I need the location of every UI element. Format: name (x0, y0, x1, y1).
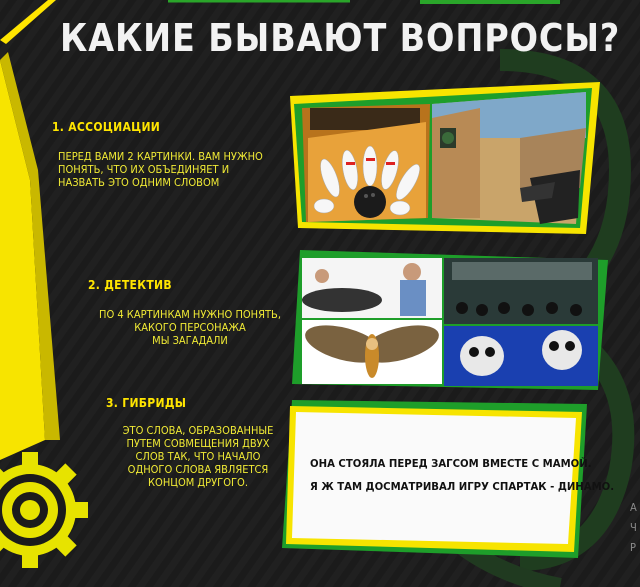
gear-icon (0, 440, 100, 580)
section-title-associations: 1. АССОЦИАЦИИ (52, 120, 161, 134)
people-image (302, 258, 442, 318)
skulls-image (444, 326, 598, 386)
section-title-hybrids: 3. ГИБРИДЫ (106, 396, 187, 410)
section-desc-detective: ПО 4 КАРТИНКАМ НУЖНО ПОНЯТЬ, КАКОГО ПЕРСОНАЖА МЫ ЗАГАДАЛИ (99, 308, 281, 347)
bowling-image (302, 104, 430, 222)
edge-text-1: A (630, 501, 637, 514)
edge-text-2: Ч (630, 521, 637, 534)
game-image (432, 92, 586, 224)
section-desc-hybrids: ЭТО СЛОВА, ОБРАЗОВАННЫЕ ПУТЕМ СОВМЕЩЕНИЯ ДВУХ СЛОВ ТАК, ЧТО НАЧАЛО ОДНОГО СЛОВА ЯВЛЯЕТСЯ КОНЦОМ ДРУГОГО. (122, 424, 274, 489)
hybrid-example-line-1: ОНА СТОЯЛА ПЕРЕД ЗАГСОМ ВМЕСТЕ С МАМОЙ. (310, 457, 592, 470)
audience-image (444, 258, 598, 324)
hybrid-example-text (310, 452, 615, 498)
section-title-detective: 2. ДЕТЕКТИВ (88, 278, 172, 292)
associations-pictures (290, 78, 610, 238)
detective-pictures (292, 248, 612, 398)
hybrid-example-line-2: Я Ж ТАМ ДОСМАТРИВАЛ ИГРУ СПАРТАК - ДИНАМО. (310, 480, 615, 493)
section-desc-associations: ПЕРЕД ВАМИ 2 КАРТИНКИ. ВАМ НУЖНО ПОНЯТЬ, ЧТО ИХ ОБЪЕДИНЯЕТ И НАЗВАТЬ ЭТО ОДНИМ СЛОВОМ (58, 150, 263, 189)
page-title: КАКИЕ БЫВАЮТ ВОПРОСЫ? (60, 16, 621, 60)
moth-image (301, 318, 443, 384)
edge-text-3: Р (630, 541, 636, 554)
